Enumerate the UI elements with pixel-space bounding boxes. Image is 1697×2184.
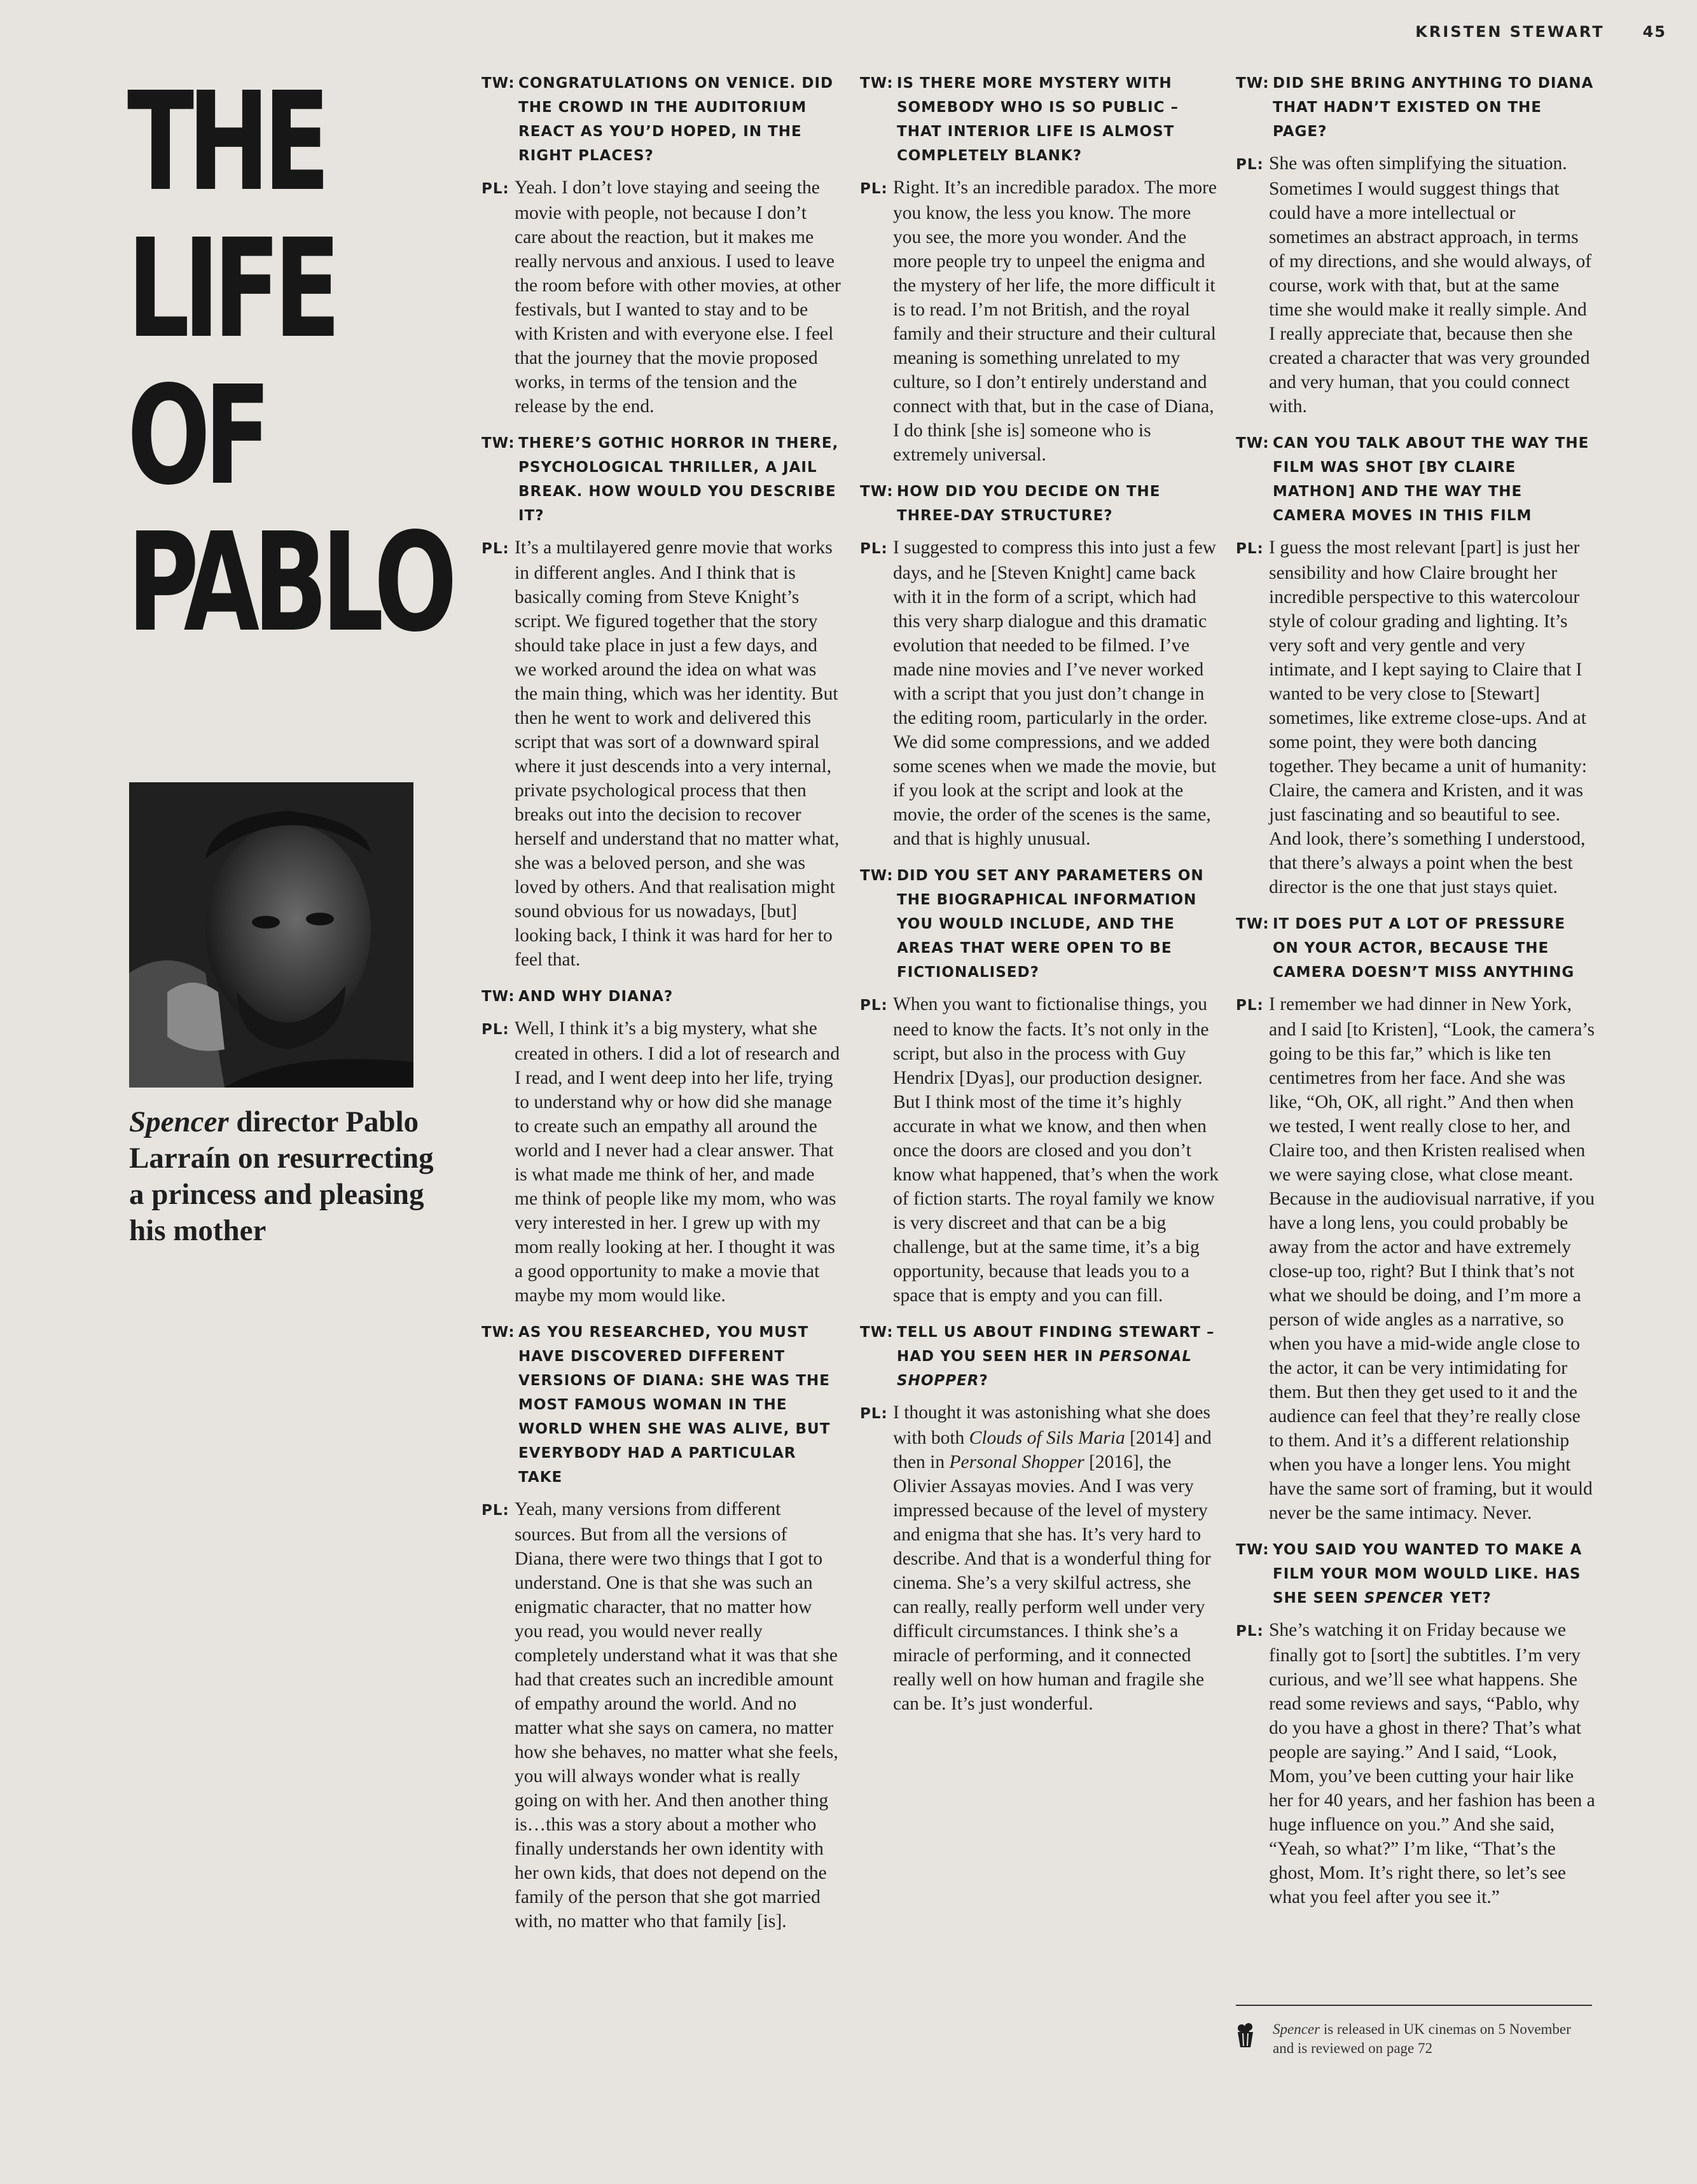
- portrait-photo: [129, 782, 413, 1088]
- question-text: CONGRATULATIONS ON VENICE. DID THE CROWD IN THE AUDITORIUM REACT AS YOU’D HOPED, IN THE RIGHT PLACES?: [518, 75, 834, 164]
- answer: [860, 1400, 1219, 1716]
- subject-tag: PL:: [860, 541, 888, 557]
- answer: [481, 1016, 841, 1308]
- question: [1236, 71, 1595, 144]
- question: [481, 1320, 841, 1489]
- question-text-end: ?: [979, 1372, 988, 1389]
- title-line-3: OF: [127, 357, 265, 516]
- question-text: DID YOU SET ANY PARAMETERS ON THE BIOGRAPHICAL INFORMATION YOU WOULD INCLUDE, AND THE AREAS THAT WERE OPEN TO BE FICTIONALISED?: [897, 867, 1204, 981]
- question: [481, 71, 841, 168]
- subject-tag: PL:: [860, 181, 888, 197]
- answer: [1236, 992, 1595, 1525]
- question-text: HOW DID YOU DECIDE ON THE THREE-DAY STRUCTURE?: [897, 483, 1161, 524]
- subject-tag: PL:: [481, 1021, 509, 1038]
- answer: [860, 176, 1219, 467]
- subject-tag: PL:: [481, 541, 509, 557]
- subject-tag: PL:: [1236, 541, 1264, 557]
- answer-text: I remember we had dinner in New York, and I said [to Kristen], “Look, the camera’s going to be this far,” which is like ten centimetres from her face. And she was like, “Oh, OK, all right.” And then when we tested, I went really close to her, and Claire too, and then Kristen realised when we were saying close, what close meant. Because in the audiovisual narrative, if you have a long lens, you could probably be away from the actor and have extremely close-up too, right? But I think that’s not what we should be doing, and I’m more a person of wide angles as a narrative, so when you have a mid-wide angle close to the actor, it can be very intimidating for them. But then they get used to it and the audience can feel that they’re really close to them. And it’s a different relationship when you have a longer lens. You might have the same sort of framing, but it would never be the same intimacy. Never.: [1269, 994, 1595, 1523]
- question-film-title: PERSONAL SHOPPER: [897, 1348, 1193, 1389]
- footnote-release-info: is released in UK cinemas on 5 November and is reviewed on page 72: [1273, 2021, 1571, 2056]
- question: [481, 431, 841, 528]
- subject-tag: PL:: [1236, 1623, 1264, 1640]
- article-column-3: [1236, 71, 1595, 1922]
- question-text: YOU SAID YOU WANTED TO MAKE A FILM YOUR MOM WOULD LIKE. HAS SHE SEEN: [1273, 1542, 1583, 1607]
- standfirst: [129, 1104, 434, 1249]
- answer-text: Yeah. I don’t love staying and seeing the movie with people, not because I don’t care about the reaction, but it makes me really nervous and anxious. I used to leave the room before with other movies, at other festivals, but I wanted to stay and to be with Kristen and with everyone else. I feel that the journey that the movie proposed works, in terms of the tension and the release by the end.: [515, 177, 841, 417]
- subject-tag: PL:: [860, 1406, 888, 1422]
- question: [1236, 431, 1595, 528]
- answer: [860, 536, 1219, 851]
- question-text: TELL US ABOUT FINDING STEWART – HAD YOU SEEN HER IN: [897, 1324, 1215, 1365]
- question: [860, 480, 1219, 528]
- footnote-text: [1273, 2020, 1592, 2058]
- question: [1236, 1538, 1595, 1610]
- answer-text: Right. It’s an incredible paradox. The more you know, the less you know. The more you see, the more you wonder. And the more people try to unpeel the enigma and the mystery of her life, the more difficult it is to read. I’m not British, and the royal family and their structure and their cultural meaning is something unrelated to my culture, so I don’t entirely understand and connect with that, but in the case of Diana, I do think [she is] someone who is extremely universal.: [893, 177, 1217, 465]
- question-text: DID SHE BRING ANYTHING TO DIANA THAT HADN’T EXISTED ON THE PAGE?: [1273, 75, 1594, 140]
- interviewer-tag: TW:: [481, 988, 515, 1005]
- popcorn-icon: [1236, 2022, 1255, 2048]
- title-line-1: THE: [127, 63, 324, 221]
- interviewer-tag: TW:: [1236, 75, 1270, 92]
- interviewer-tag: TW:: [860, 1324, 894, 1341]
- interviewer-tag: TW:: [481, 435, 515, 452]
- answer: [481, 1497, 841, 1933]
- interviewer-tag: TW:: [1236, 1542, 1270, 1558]
- answer-text: When you want to fictionalise things, you need to know the facts. It’s not only in the script, but also in the process with Guy Hendrix [Dyas], our production designer. But I think most of the time it’s highly accurate in what we know, and then when once the doors are closed and you don’t know what happened, that’s when the work of fiction starts. The royal family we know is very discreet and that can be a big challenge, but at the same time, it’s a big opportunity, because that leads you to a space that is empty and you can fill.: [893, 994, 1219, 1306]
- subject-tag: PL:: [481, 181, 509, 197]
- interviewer-tag: TW:: [481, 1324, 515, 1341]
- question-text: THERE’S GOTHIC HORROR IN THERE, PSYCHOLOGICAL THRILLER, A JAIL BREAK. HOW WOULD YOU DESCRIBE IT?: [518, 435, 839, 524]
- answer-text: It’s a multilayered genre movie that works in different angles. And I think that is basically coming from Steve Knight’s script. We figured together that the story should take place in just a few days, and we worked around the idea on what was the main thing, which was her identity. But then he went to work and delivered this script that was sort of a downward spiral where it just descends into a very internal, private psychological process that then breaks out into the decision to recover herself and understand that no matter what, she was a beloved person, and she was loved by others. And that realisation might sound obvious for us nowadays, [but] looking back, I think it was hard for her to feel that.: [515, 537, 840, 970]
- answer: [1236, 536, 1595, 899]
- interviewer-tag: TW:: [1236, 435, 1270, 452]
- subject-tag: PL:: [1236, 156, 1264, 173]
- standfirst-film-title: Spencer: [129, 1105, 229, 1138]
- section-name: KRISTEN STEWART: [1415, 23, 1605, 41]
- answer-text: I thought it was astonishing what she does with both Clouds of Sils Maria [2014] and then in Personal Shopper [2016], the Olivier Assayas movies. And I was very impressed because of the level of mystery and enigma that she has. It’s very hard to describe. And that is a wonderful thing for cinema. She’s a very skilful actress, she can really, really perform well under very difficult circumstances. I think she’s a miracle of performing, and it connected really well on how human and fragile she can be. It’s just wonderful.: [893, 1402, 1212, 1714]
- answer-text: I suggested to compress this into just a few days, and he [Steven Knight] came back with it in the form of a script, which had this very sharp dialogue and this dramatic evolution that needed to be filmed. I’ve made nine movies and I’ve never worked with a script that you just don’t change in the editing room, particularly in the order. We did some compressions, and we added some scenes when we made the movie, but if you look at the script and look at the movie, the order of the scenes is the same, and that is highly unusual.: [893, 537, 1216, 849]
- title-line-2: LIFE: [127, 210, 335, 369]
- answer-text: Well, I think it’s a big mystery, what she created in others. I did a lot of research and I read, and I went deep into her life, trying to understand why or how did she manage to create such an empathy all around the world and I never had a clear answer. That is what made me think of her, and made me think of people like my mom, who was very interested in her. I grew up with my mom really looking at her. I thought it was a good opportunity to make a movie that maybe my mom would like.: [515, 1018, 840, 1306]
- interviewer-tag: TW:: [860, 75, 894, 92]
- question-text: AS YOU RESEARCHED, YOU MUST HAVE DISCOVERED DIFFERENT VERSIONS OF DIANA: SHE WAS THE MOST FAMOUS WOMAN IN THE WORLD WHEN SHE WAS ALIVE, BUT EVERYBODY HAD A PARTICULAR TAKE: [518, 1324, 831, 1486]
- answer: [481, 536, 841, 972]
- subject-tag: PL:: [481, 1502, 509, 1519]
- interviewer-tag: TW:: [860, 483, 894, 500]
- question-text-end: YET?: [1444, 1590, 1492, 1607]
- interviewer-tag: TW:: [1236, 916, 1270, 932]
- question-text: IT DOES PUT A LOT OF PRESSURE ON YOUR ACTOR, BECAUSE THE CAMERA DOESN’T MISS ANYTHING: [1273, 916, 1575, 981]
- article-column-1: [481, 71, 841, 1946]
- article-column-2: [860, 71, 1219, 1729]
- interviewer-tag: TW:: [860, 867, 894, 884]
- title-line-4: PABLO: [127, 504, 451, 663]
- answer: [1236, 1618, 1595, 1909]
- answer-text: She was often simplifying the situation. Sometimes I would suggest things that could have a more intellectual or sometimes an abstract approach, in terms of my directions, and she would always, of course, work with that, but at the same time she would make it really simple. And I really appreciate that, because then she created a character that was very grounded and very human, that you could connect with.: [1269, 153, 1592, 417]
- question: [1236, 912, 1595, 985]
- answer-text: I guess the most relevant [part] is just her sensibility and how Claire brought her incredible perspective to this watercolour style of colour grading and lighting. It’s very soft and very gentle and very intimate, and I kept saying to Claire that I wanted to be very close to [Stewart] sometimes, like extreme close-ups. And at some point, they were both dancing together. They became a unit of humanity: Claire, the camera and Kristen, and it was just fascinating and so beautiful to see. And look, there’s something I understood, that there’s always a point when the best director is the one that just stays quiet.: [1269, 537, 1587, 897]
- question: [481, 985, 841, 1009]
- answer: [860, 992, 1219, 1308]
- standfirst-text: director Pablo Larraín on resurrecting a princess and pleasing his mother: [129, 1105, 434, 1247]
- answer-text: Yeah, many versions from different sources. But from all the versions of Diana, there were two things that I got to understand. One is that she was such an enigmatic character, that no matter how you read, you would never really completely understand what it was that she had that creates such an incredible amount of empathy around the world. And no matter what she says on camera, no matter how she behaves, no matter what she feels, you will always wonder what is really going on with her. And then another thing is…this was a story about a mother who finally understands her own identity with her own kids, that does not depend on the family of the person that she got married with, no matter who that family [is].: [515, 1499, 838, 1932]
- page-number: 45: [1642, 23, 1666, 41]
- question-text: AND WHY DIANA?: [518, 988, 674, 1005]
- answer: [1236, 151, 1595, 418]
- question: [860, 1320, 1219, 1393]
- release-footnote: [1236, 2005, 1592, 2058]
- running-head: [1415, 23, 1666, 41]
- subject-tag: PL:: [1236, 997, 1264, 1014]
- footnote-film-title: Spencer: [1273, 2021, 1320, 2037]
- question-text: IS THERE MORE MYSTERY WITH SOMEBODY WHO IS SO PUBLIC – THAT INTERIOR LIFE IS ALMOST COMPLETELY BLANK?: [897, 75, 1179, 164]
- answer: [481, 176, 841, 418]
- answer-text: She’s watching it on Friday because we finally got to [sort] the subtitles. I’m very curious, and we’ll see what happens. She read some reviews and says, “Pablo, why do you have a ghost in there? That’s what people are saying.” And I said, “Look, Mom, you’ve been cutting your hair like her for 40 years, and her fashion has been a huge influence on you.” And she said, “Yeah, so what?” I’m like, “That’s the ghost, Mom. It’s right there, so let’s see what you feel after you see it.”: [1269, 1620, 1595, 1907]
- subject-tag: PL:: [860, 997, 888, 1014]
- portrait-illustration: [129, 782, 413, 1088]
- title-block: [127, 63, 451, 663]
- question-text: CAN YOU TALK ABOUT THE WAY THE FILM WAS SHOT [BY CLAIRE MATHON] AND THE WAY THE CAMERA MOVES IN THIS FILM: [1273, 435, 1590, 524]
- question: [860, 71, 1219, 168]
- question-film-title: SPENCER: [1364, 1590, 1444, 1607]
- interviewer-tag: TW:: [481, 75, 515, 92]
- question: [860, 864, 1219, 985]
